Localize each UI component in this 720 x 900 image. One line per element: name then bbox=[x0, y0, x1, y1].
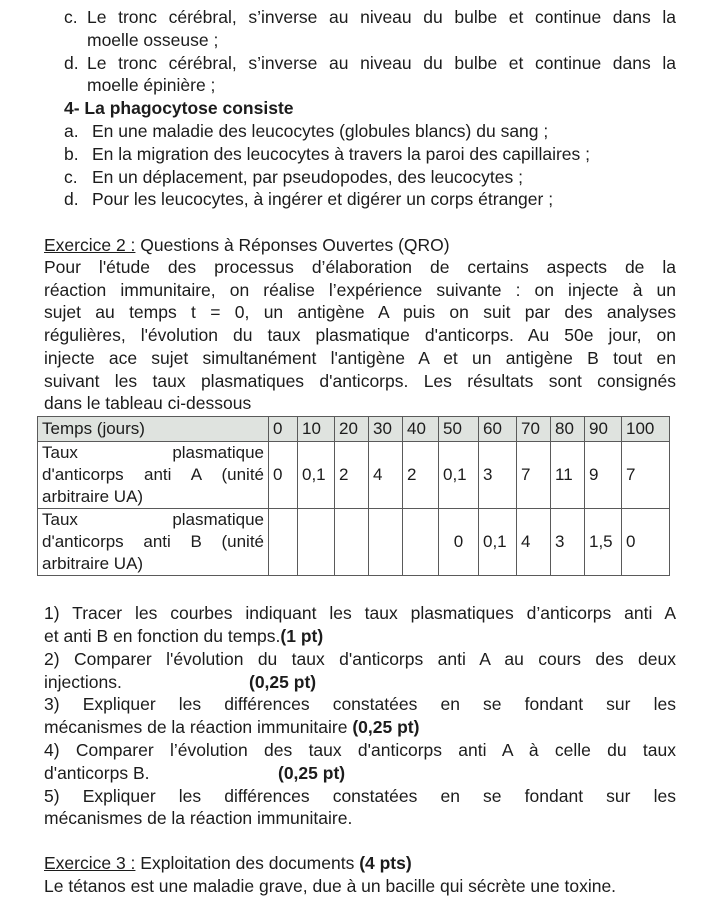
row-label-line: d'anticorps anti A (unité bbox=[42, 465, 264, 484]
option-c-line1: Le tronc cérébral, s’inverse au niveau du bulbe et continue dans la bbox=[87, 7, 676, 27]
option-d-line1: Le tronc cérébral, s’inverse au niveau du bulbe et continue dans la bbox=[87, 53, 676, 73]
paragraph-line: sujet au temps t = 0, un antigène A puis on suit par des analyses bbox=[44, 302, 676, 322]
value-cell: 11 bbox=[551, 442, 585, 509]
value-cell: 0 bbox=[269, 442, 298, 509]
exercise-3-heading bbox=[44, 852, 412, 874]
question-5-line1: 5) Expliquer les différences constatées en se fondant sur les bbox=[44, 786, 676, 806]
value-cell: 7 bbox=[517, 442, 551, 509]
table-header-row bbox=[38, 417, 670, 442]
value-cell: 0,1 bbox=[479, 509, 517, 576]
time-cell: 70 bbox=[517, 417, 551, 442]
question-1-line2 bbox=[44, 625, 323, 647]
time-cell: 20 bbox=[335, 417, 369, 442]
value-cell: 9 bbox=[585, 442, 622, 509]
question-3-line1: 3) Expliquer les différences constatées en se fondant sur les bbox=[44, 694, 676, 714]
time-cell: 30 bbox=[369, 417, 403, 442]
time-cell: 40 bbox=[403, 417, 439, 442]
option-letter: c. bbox=[64, 167, 78, 187]
row-label bbox=[38, 509, 269, 576]
table-row-anti-b bbox=[38, 509, 670, 576]
question-3-line2 bbox=[44, 716, 419, 738]
value-cell bbox=[335, 509, 369, 576]
row-label bbox=[38, 442, 269, 509]
question-points: (0,25 pt) bbox=[352, 717, 420, 737]
value-cell bbox=[298, 509, 335, 576]
option-letter: b. bbox=[64, 144, 79, 164]
paragraph-line: réaction immunitaire, on réalise l’expérience suivante : on injecte à un bbox=[44, 280, 676, 300]
paragraph-line: dans le tableau ci-dessous bbox=[44, 393, 252, 413]
option-letter: c. bbox=[64, 7, 78, 27]
option-letter: d. bbox=[64, 189, 79, 209]
question-points: (0,25 pt) bbox=[278, 763, 346, 783]
paragraph-line: Pour l'étude des processus d’élaboration de certains aspects de la bbox=[44, 257, 676, 277]
option-letter: a. bbox=[64, 121, 79, 141]
time-cell: 50 bbox=[439, 417, 479, 442]
exercise-2-title: Questions à Réponses Ouvertes (QRO) bbox=[135, 235, 450, 255]
exercise-3-points: (4 pts) bbox=[359, 853, 412, 873]
header-label: Temps (jours) bbox=[38, 417, 269, 442]
row-label-line: d'anticorps anti B (unité bbox=[42, 532, 264, 551]
row-label-line: Taux plasmatique bbox=[42, 443, 264, 462]
time-cell: 10 bbox=[298, 417, 335, 442]
exercise-3-label: Exercice 3 : bbox=[44, 853, 136, 873]
question-4-title: 4- La phagocytose consiste bbox=[64, 98, 294, 118]
option-letter: d. bbox=[64, 53, 79, 73]
row-label-line: arbitraire UA) bbox=[42, 487, 144, 506]
exercise-3-intro: Le tétanos est une maladie grave, due à un bacille qui sécrète une toxine. bbox=[44, 876, 617, 896]
antibody-table bbox=[37, 416, 670, 576]
option-text: En une maladie des leucocytes (globules blancs) du sang ; bbox=[92, 121, 549, 141]
exercise-3-title: Exploitation des documents bbox=[135, 853, 360, 873]
table-row-anti-a bbox=[38, 442, 670, 509]
time-cell: 60 bbox=[479, 417, 517, 442]
question-4-line1: 4) Comparer l’évolution des taux d'anticorps anti A à celle du taux bbox=[44, 740, 676, 760]
value-cell: 3 bbox=[551, 509, 585, 576]
value-cell bbox=[269, 509, 298, 576]
question-1-line1: 1) Tracer les courbes indiquant les taux plasmatiques d’anticorps anti A bbox=[44, 603, 676, 623]
value-cell: 0,1 bbox=[298, 442, 335, 509]
value-cell: 7 bbox=[622, 442, 670, 509]
value-cell: 3 bbox=[479, 442, 517, 509]
time-cell: 100 bbox=[622, 417, 670, 442]
exercise-2-label: Exercice 2 : bbox=[44, 235, 136, 255]
value-cell bbox=[403, 509, 439, 576]
question-5-line2: mécanismes de la réaction immunitaire. bbox=[44, 808, 353, 828]
time-cell: 0 bbox=[269, 417, 298, 442]
row-label-line: Taux plasmatique bbox=[42, 510, 264, 529]
option-d-line2: moelle épinière ; bbox=[87, 75, 216, 95]
value-cell: 0,1 bbox=[439, 442, 479, 509]
exercise-2-heading bbox=[44, 234, 450, 256]
option-text: Pour les leucocytes, à ingérer et digérer un corps étranger ; bbox=[92, 189, 554, 209]
value-cell: 2 bbox=[403, 442, 439, 509]
value-cell: 4 bbox=[369, 442, 403, 509]
time-cell: 90 bbox=[585, 417, 622, 442]
value-cell: 1,5 bbox=[585, 509, 622, 576]
question-points: (1 pt) bbox=[280, 626, 324, 646]
option-text: En la migration des leucocytes à travers la paroi des capillaires ; bbox=[92, 144, 591, 164]
question-points: (0,25 pt) bbox=[249, 672, 317, 692]
question-text: et anti B en fonction du temps. bbox=[44, 626, 281, 646]
row-label-line: arbitraire UA) bbox=[42, 554, 144, 573]
question-text: mécanismes de la réaction immunitaire bbox=[44, 717, 353, 737]
time-cell: 80 bbox=[551, 417, 585, 442]
value-cell bbox=[369, 509, 403, 576]
value-cell: 2 bbox=[335, 442, 369, 509]
option-c-line2: moelle osseuse ; bbox=[87, 30, 219, 50]
question-2-line1: 2) Comparer l'évolution du taux d'anticorps anti A au cours des deux bbox=[44, 649, 676, 669]
question-2-line2: injections. bbox=[44, 672, 122, 692]
value-cell: 0 bbox=[439, 509, 479, 576]
paragraph-line: régulières, l'évolution du taux plasmatique d'anticorps. Au 50e jour, on bbox=[44, 325, 676, 345]
value-cell: 0 bbox=[622, 509, 670, 576]
question-4-line2: d'anticorps B. bbox=[44, 763, 150, 783]
paragraph-line: suivant les taux plasmatiques d'anticorps. Les résultats sont consignés bbox=[44, 371, 676, 391]
option-text: En un déplacement, par pseudopodes, des leucocytes ; bbox=[92, 167, 523, 187]
value-cell: 4 bbox=[517, 509, 551, 576]
paragraph-line: injecte ace sujet simultanément l'antigène A et un antigène B tout en bbox=[44, 348, 676, 368]
